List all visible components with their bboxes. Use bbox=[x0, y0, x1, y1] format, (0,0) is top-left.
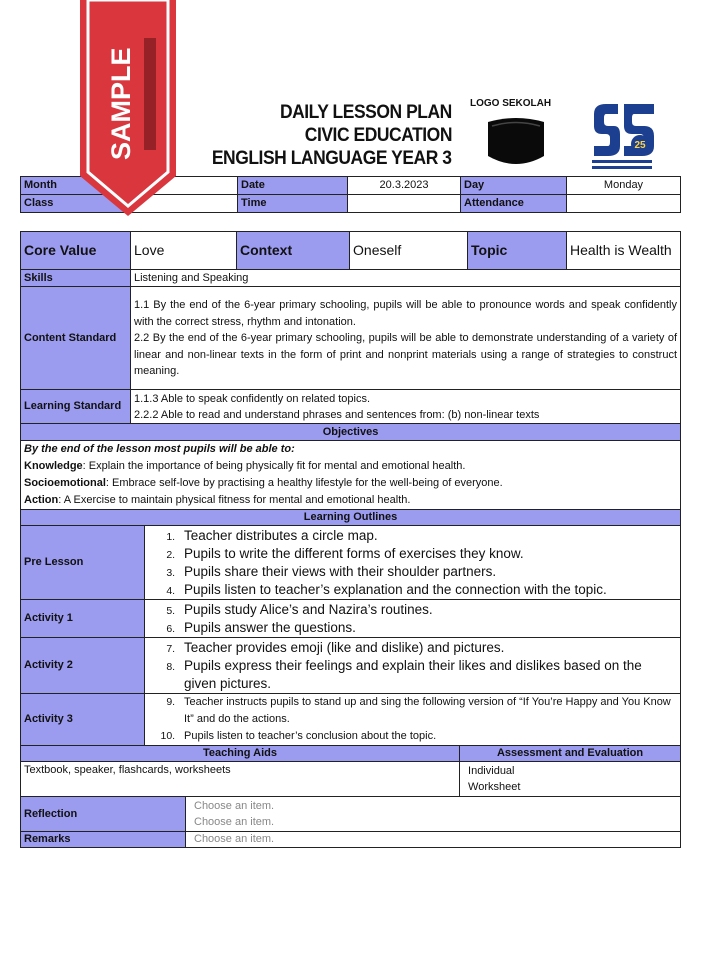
reflection-label: Reflection bbox=[21, 797, 186, 832]
teaching-aids-value: Textbook, speaker, flashcards, worksheets bbox=[21, 762, 460, 797]
activity-2-step: 8. Pupils express their feelings and explain their likes and dislikes based on the given pictures. bbox=[178, 657, 677, 693]
title-line-1: DAILY LESSON PLAN bbox=[280, 102, 452, 123]
logo-label: LOGO SEKOLAH bbox=[470, 98, 552, 109]
assessment-item: Individual bbox=[468, 765, 515, 777]
pre-lesson-label: Pre Lesson bbox=[21, 526, 145, 600]
activity-2-step: 7. Teacher provides emoji (like and dislike) and pictures. bbox=[178, 639, 677, 657]
title-line-3: ENGLISH LANGUAGE YEAR 3 bbox=[212, 148, 452, 169]
reflection-table bbox=[20, 796, 681, 848]
pre-lesson-steps bbox=[145, 526, 681, 600]
context-value: Oneself bbox=[350, 232, 468, 270]
activity-3-step: 10. Pupils listen to teacher’s conclusion about the topic. bbox=[178, 728, 677, 745]
time-label: Time bbox=[238, 195, 348, 213]
objectives-header: Objectives bbox=[21, 424, 681, 441]
objective-knowledge-text: : Explain the importance of being physically fit for mental and emotional health. bbox=[82, 460, 466, 472]
objective-action-label: Action bbox=[24, 494, 59, 506]
core-value: Love bbox=[131, 232, 237, 270]
pre-lesson-step: 4. Pupils listen to teacher’s explanation and the connection with the topic. bbox=[178, 581, 677, 599]
activity-3-step: 9. Teacher instructs pupils to stand up and sing the following version of “If You’re Happy and You Know It” and do the actions. bbox=[178, 694, 677, 728]
assessment-header: Assessment and Evaluation bbox=[460, 746, 681, 762]
school-logo-placeholder bbox=[478, 116, 554, 168]
ministry-emblem bbox=[588, 100, 656, 174]
activity-1-label: Activity 1 bbox=[21, 600, 145, 638]
learning-standard-value bbox=[131, 390, 681, 424]
skills-value: Listening and Speaking bbox=[131, 270, 681, 287]
day-value: Monday bbox=[567, 177, 681, 195]
reflection-value bbox=[186, 797, 681, 832]
activity-2-steps bbox=[145, 638, 681, 694]
reflection-dropdown-1[interactable]: Choose an item. bbox=[194, 800, 275, 812]
content-standard-value bbox=[131, 287, 681, 390]
reflection-dropdown-2[interactable]: Choose an item. bbox=[194, 816, 275, 828]
class-label: Class bbox=[21, 195, 125, 213]
remarks-dropdown[interactable]: Choose an item. bbox=[186, 832, 681, 848]
objective-socioemotional-text: : Embrace self-love by practising a healthy lifestyle for the well-being of everyone. bbox=[105, 477, 503, 489]
pre-lesson-step: 1. Teacher distributes a circle map. bbox=[178, 527, 677, 545]
topic-label: Topic bbox=[468, 232, 567, 270]
activity-1-step: 5. Pupils study Alice’s and Nazira’s routines. bbox=[178, 601, 677, 619]
remarks-label: Remarks bbox=[21, 832, 186, 848]
learning-outlines-header: Learning Outlines bbox=[21, 510, 681, 526]
sample-stamp-text: SAMPLE bbox=[106, 47, 136, 160]
objective-action bbox=[24, 492, 677, 509]
objective-socioemotional-label: Socioemotional bbox=[24, 477, 106, 489]
learning-standard-label: Learning Standard bbox=[21, 390, 131, 424]
assessment-value bbox=[460, 762, 681, 797]
day-label: Day bbox=[461, 177, 567, 195]
topic-value: Health is Wealth bbox=[567, 232, 681, 270]
content-standard-label: Content Standard bbox=[21, 287, 131, 390]
objective-knowledge-label: Knowledge bbox=[24, 460, 83, 472]
context-label: Context bbox=[237, 232, 350, 270]
teaching-aids-header: Teaching Aids bbox=[21, 746, 460, 762]
objective-knowledge bbox=[24, 458, 677, 475]
emblem-number: 25 bbox=[634, 140, 646, 151]
content-standard-1: 1.1 By the end of the 6-year primary schooling, pupils will be able to pronounce words and speak confidently with the correct stress, rhythm and intonation. bbox=[134, 299, 678, 328]
attendance-label: Attendance bbox=[461, 195, 567, 213]
activity-2-label: Activity 2 bbox=[21, 638, 145, 694]
learning-standard-2: 2.2.2 Able to read and understand phrases and sentences from: (b) non-linear texts bbox=[134, 408, 540, 421]
objectives-body bbox=[21, 441, 681, 510]
assessment-item: Worksheet bbox=[468, 781, 521, 793]
date-label: Date bbox=[238, 177, 348, 195]
objectives-intro: By the end of the lesson most pupils will be able to: bbox=[24, 443, 295, 455]
content-standard-2: 2.2 By the end of the 6-year primary schooling, pupils will be able to demonstrate understanding of a variety of linear and non-linear texts in the form of print and nonprint materials using a range of strategies to construct meaning. bbox=[134, 332, 678, 378]
time-value bbox=[348, 195, 461, 213]
title-line-2: CIVIC EDUCATION bbox=[304, 125, 452, 146]
activity-1-steps bbox=[145, 600, 681, 638]
month-label: Month bbox=[21, 177, 125, 195]
core-value-label: Core Value bbox=[21, 232, 131, 270]
activity-3-steps bbox=[145, 694, 681, 746]
objective-socioemotional bbox=[24, 475, 677, 492]
lesson-table bbox=[20, 231, 681, 797]
activity-1-step: 6. Pupils answer the questions. bbox=[178, 619, 677, 637]
date-value: 20.3.2023 bbox=[348, 177, 461, 195]
skills-label: Skills bbox=[21, 270, 131, 287]
attendance-value bbox=[567, 195, 681, 213]
sample-ribbon bbox=[78, 0, 178, 218]
learning-standard-1: 1.1.3 Able to speak confidently on related topics. bbox=[134, 392, 371, 405]
activity-3-label: Activity 3 bbox=[21, 694, 145, 746]
objective-action-text: : A Exercise to maintain physical fitness for mental and emotional health. bbox=[58, 494, 411, 506]
pre-lesson-step: 2. Pupils to write the different forms of exercises they know. bbox=[178, 545, 677, 563]
pre-lesson-step: 3. Pupils share their views with their shoulder partners. bbox=[178, 563, 677, 581]
